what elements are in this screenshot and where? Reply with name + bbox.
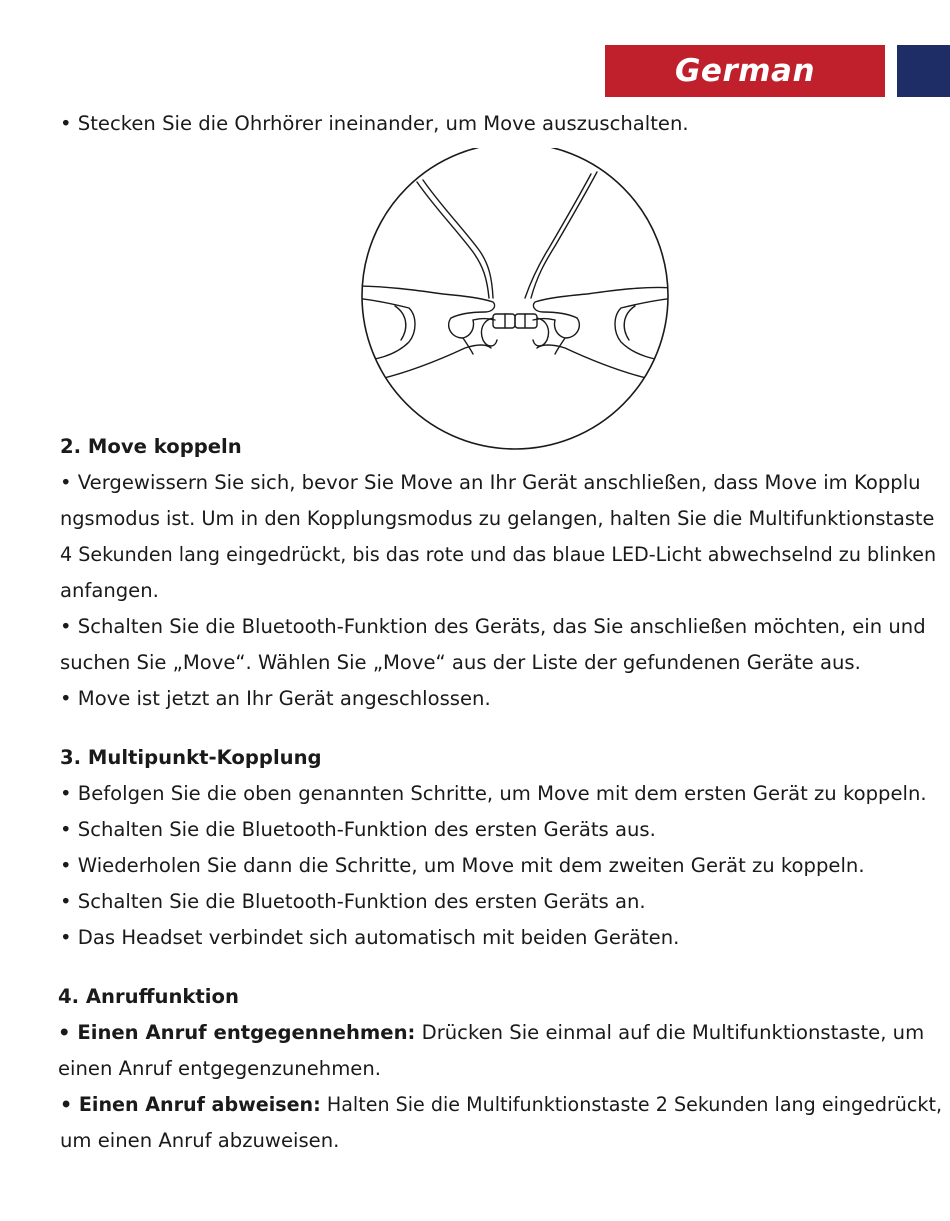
section2-line: ngsmodus ist. Um in den Kopplungsmodus zu gelangen, halten Sie die Multifunktionstaste (60, 507, 935, 530)
answer-call-line (58, 1021, 924, 1045)
answer-call-continued: einen Anruf entgegenzunehmen. (58, 1057, 381, 1080)
intro-bullet: • Stecken Sie die Ohrhörer ineinander, um Move auszuschalten. (60, 112, 689, 135)
section2-line: suchen Sie „Move“. Wählen Sie „Move“ aus der Liste der gefundenen Geräte aus. (60, 651, 861, 674)
section2-line: • Schalten Sie die Bluetooth-Funktion des Geräts, das Sie anschließen möchten, ein und (60, 615, 926, 638)
answer-call-label: • Einen Anruf entgegennehmen: (58, 1021, 416, 1044)
section3-line: • Das Headset verbindet sich automatisch mit beiden Geräten. (60, 926, 680, 949)
side-tab (897, 45, 950, 97)
earbuds-magnetic-connect-icon (355, 148, 675, 458)
reject-call-text: Halten Sie die Multifunktionstaste 2 Sekunden lang eingedrückt, (320, 1093, 943, 1116)
section4-heading: 4. Anruffunktion (58, 985, 239, 1008)
answer-call-text: Drücken Sie einmal auf die Multifunktionstaste, um (415, 1021, 925, 1044)
section3-line: • Schalten Sie die Bluetooth-Funktion des ersten Geräts aus. (60, 818, 656, 841)
section2-line: anfangen. (60, 579, 159, 602)
section3-heading: 3. Multipunkt-Kopplung (60, 746, 322, 769)
reject-call-label: • Einen Anruf abweisen: (60, 1093, 321, 1116)
section2-line: • Vergewissern Sie sich, bevor Sie Move an Ihr Gerät anschließen, dass Move im Kopplu (60, 471, 921, 494)
section3-line: • Wiederholen Sie dann die Schritte, um Move mit dem zweiten Gerät zu koppeln. (60, 854, 865, 877)
reject-call-continued: um einen Anruf abzuweisen. (60, 1129, 340, 1152)
reject-call-line (60, 1093, 942, 1117)
section2-line: 4 Sekunden lang eingedrückt, bis das rote und das blaue LED-Licht abwechselnd zu blinken (60, 543, 937, 566)
section3-line: • Befolgen Sie die oben genannten Schritte, um Move mit dem ersten Gerät zu koppeln. (60, 782, 927, 805)
section2-heading: 2. Move koppeln (60, 435, 242, 458)
section2-line: • Move ist jetzt an Ihr Gerät angeschlossen. (60, 687, 491, 710)
section3-line: • Schalten Sie die Bluetooth-Funktion des ersten Geräts an. (60, 890, 646, 913)
language-tab: German (605, 45, 885, 97)
